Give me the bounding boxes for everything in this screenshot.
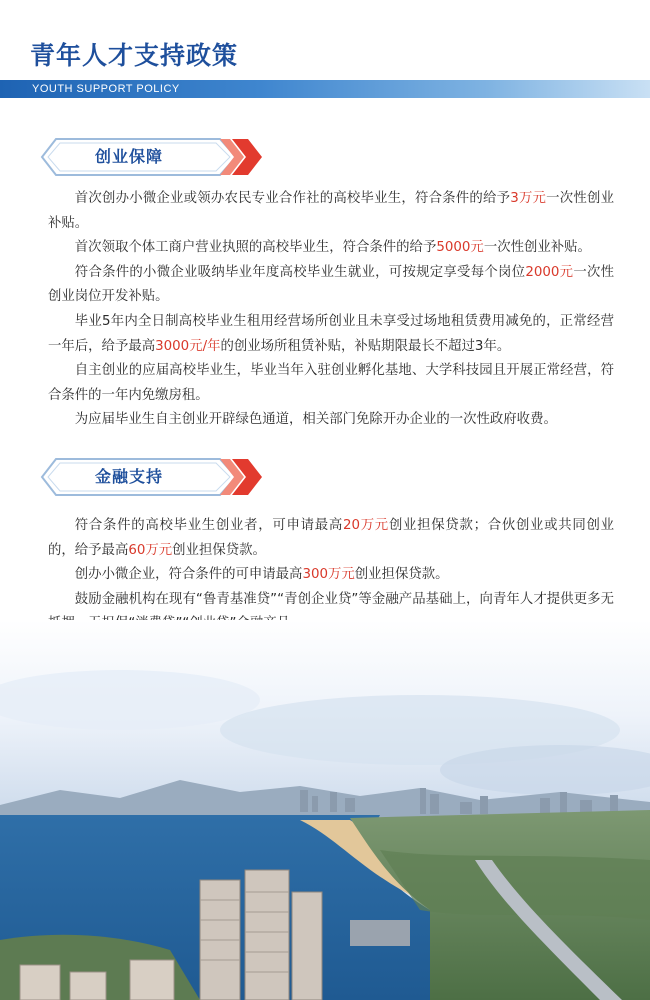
section-body-finance (48, 514, 614, 637)
page-title: 青年人才支持政策 (30, 41, 239, 70)
policy-paragraph: 鼓励金融机构在现有“鲁青基准贷”“青创企业贷”等金融产品基础上，向青年人才提供更多无 (74, 591, 614, 607)
title-band (0, 80, 650, 98)
policy-paragraph: 符合条件的小微企业吸纳毕业年度高校毕业生就业，可按规定享受每个岗位2000元一次性创业岗位开发补贴。 (48, 264, 615, 305)
policy-paragraph: 为应届毕业生自主创业开辟绿色通道，相关部门免除开办企业的一次性政府收费。 (74, 412, 557, 428)
section-tag-finance (40, 457, 262, 497)
policy-paragraph: 首次领取个体工商户营业执照的高校毕业生，符合条件的给予5000元一次性创业补贴。 (74, 240, 591, 256)
page-subtitle: YOUTH SUPPORT POLICY (32, 83, 180, 95)
policy-paragraph: 符合条件的高校毕业生创业者，可申请最高20万元创业担保贷款；合伙创业或共同创业的，给予最高60万元创业担保贷款。 (48, 518, 615, 558)
policy-paragraph: 自主创业的应届高校毕业生，毕业当年入驻创业孵化基地、大学科技园且开展正常经营，符合条件的一年内免缴房租。 (48, 363, 614, 403)
section-label: 金融支持 (94, 467, 163, 486)
policy-paragraph: 首次创办小微企业或领办农民专业合作社的高校毕业生，符合条件的给予3万元一次性创业补贴。 (48, 191, 614, 231)
section-label: 创业保障 (94, 147, 163, 166)
policy-paragraph: 毕业5年内全日制高校毕业生租用经营场所创业且未享受过场地租赁费用减免的，正常经营一年后，给予最高3000元/年的创业场所租赁补贴，补贴期限最长不超过3年。 (48, 313, 614, 354)
coastal-city-illustration (0, 620, 650, 1000)
policy-paragraph: 创办小微企业，符合条件的可申请最高300万元创业担保贷款。 (74, 567, 449, 583)
section-body-entrepreneurship (48, 187, 614, 433)
section-tag-entrepreneurship (40, 137, 262, 177)
